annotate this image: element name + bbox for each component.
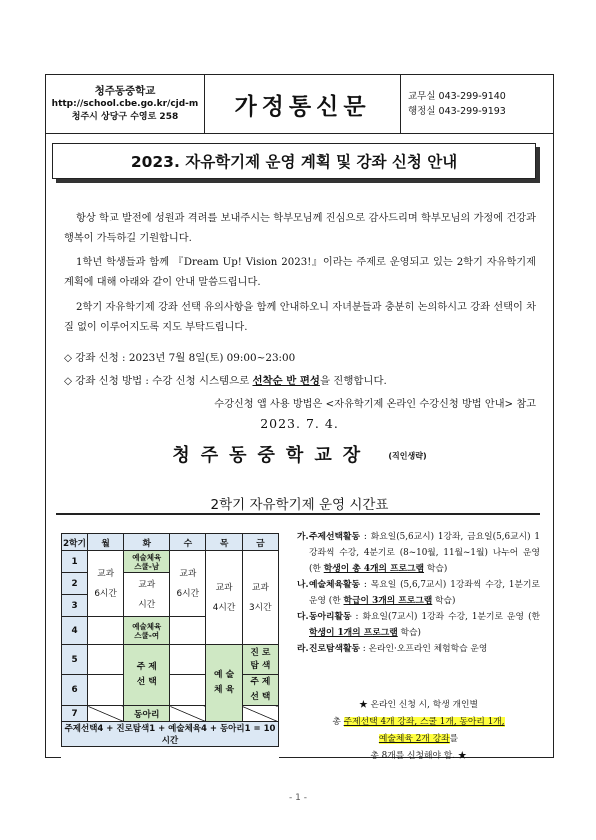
activity-theme-key: 주제선택활동 bbox=[309, 532, 360, 542]
paragraph-guidance-text: 2학기 자유학기제 강좌 선택 유의사항을 함께 안내하오니 자녀분들과 충분히 논의하시고 강좌 선택이 차질 없이 이루어지도록 지도 부탁드립니다. bbox=[64, 302, 536, 333]
summary-line-3 bbox=[297, 731, 540, 748]
summary-highlight-2: 예술체육 2개 강좌 bbox=[378, 734, 450, 744]
schedule-table bbox=[61, 533, 279, 747]
newsletter-title: 가정통신문 bbox=[205, 75, 401, 133]
school-name: 청주동중학교 bbox=[94, 84, 156, 97]
wed-period7-empty bbox=[170, 706, 206, 722]
info-item-method-prefix: ◇ 강좌 신청 방법 : 수강 신청 시스템으로 bbox=[64, 375, 253, 387]
summary-line-2 bbox=[297, 714, 540, 731]
summary-highlight-1: 주제선택 4개 강좌, 스쿨 1개, 동아리 1개, bbox=[343, 717, 505, 727]
application-summary bbox=[297, 697, 540, 765]
period-6: 6 bbox=[62, 675, 88, 706]
schedule-row bbox=[62, 645, 279, 675]
seal-omitted: (직인생략) bbox=[388, 451, 427, 461]
period-1: 1 bbox=[62, 551, 88, 573]
mon-period5-cell bbox=[88, 645, 124, 675]
activity-club-text-end: 학습) bbox=[397, 628, 421, 638]
mon-subject-cell: 교과 6시간 bbox=[88, 551, 124, 617]
header-semester: 2학기 bbox=[62, 534, 88, 551]
newsletter-header bbox=[45, 74, 554, 134]
wed-period4-cell bbox=[170, 617, 206, 645]
activity-theme bbox=[297, 529, 540, 577]
document-title: 2023. 자유학기제 운영 계획 및 강좌 신청 안내 bbox=[52, 143, 536, 179]
paragraph-intro bbox=[64, 253, 536, 293]
contact-academic: 교무실 043-299-9140 bbox=[408, 91, 506, 102]
fri-subject-cell: 교과 3시간 bbox=[242, 551, 278, 645]
period-4: 4 bbox=[62, 617, 88, 645]
tue-art-boys-cell: 예술체육 스쿨-남 bbox=[124, 551, 170, 573]
tue-club-cell: 동아리 bbox=[124, 706, 170, 722]
wed-subject-cell: 교과 6시간 bbox=[170, 551, 206, 617]
header-wed: 수 bbox=[170, 534, 206, 551]
info-item-schedule: ◇ 강좌 신청 : 2023년 7월 8일(토) 09:00~23:00 bbox=[64, 352, 296, 364]
period-3: 3 bbox=[62, 595, 88, 617]
activity-theme-emphasis: 학생이 총 4개의 프로그램 bbox=[323, 564, 425, 574]
header-thu: 목 bbox=[206, 534, 242, 551]
summary-line-2-prefix: 총 bbox=[332, 717, 344, 727]
activity-club bbox=[297, 609, 540, 641]
activity-theme-label: 가. bbox=[297, 532, 309, 542]
activity-arts-key: 예술체육활동 bbox=[309, 580, 360, 590]
period-2: 2 bbox=[62, 573, 88, 595]
page-number: - 1 - bbox=[289, 793, 307, 803]
tue-art-girls-cell: 예술체육 스쿨-여 bbox=[124, 617, 170, 645]
activity-club-emphasis: 학생이 1개의 프로그램 bbox=[309, 628, 398, 638]
section-title: 2학기 자유학기제 운영 시간표 bbox=[210, 497, 389, 513]
activity-career-text: : 온라인·오프라인 체험학습 운영 bbox=[360, 644, 488, 654]
summary-line-4: 총 8개를 신청해야 함. ★ bbox=[370, 751, 467, 761]
activity-club-label: 다. bbox=[297, 612, 309, 622]
mon-period6-cell bbox=[88, 675, 124, 706]
paragraph-greeting-text: 항상 학교 발전에 성원과 격려를 보내주시는 학부모님께 진심으로 감사드리며 학부모님의 가정에 건강과 행복이 가득하길 기원합니다. bbox=[64, 213, 536, 244]
period-7: 7 bbox=[62, 706, 88, 722]
mon-period4-cell bbox=[88, 617, 124, 645]
schedule-total-row bbox=[62, 722, 279, 747]
tue-theme-cell: 주 제 선 택 bbox=[124, 645, 170, 706]
activity-career-label: 라. bbox=[297, 644, 309, 654]
principal-signature bbox=[45, 441, 554, 467]
fri-career-cell: 진 로 탐 색 bbox=[242, 645, 278, 675]
activity-career-key: 진로탐색활동 bbox=[309, 644, 360, 654]
activity-theme-text-end: 학습) bbox=[424, 564, 448, 574]
wed-period5-cell bbox=[170, 645, 206, 675]
activity-club-key: 동아리활동 bbox=[309, 612, 352, 622]
school-info bbox=[46, 75, 205, 133]
contact-info bbox=[401, 75, 553, 133]
header-fri: 금 bbox=[242, 534, 278, 551]
period-5: 5 bbox=[62, 645, 88, 675]
activity-theme-text: : 화요일(5,6교시) 1강좌, 금요일(5,6교시) 1강좌씩 수강, 4분기로 (8~10월, 11월~1월) 나누어 운영 (한 bbox=[309, 532, 540, 574]
thu-art-cell: 예 술 체 육 bbox=[206, 645, 242, 722]
activity-arts bbox=[297, 577, 540, 609]
info-item-method-emphasis: 선착순 반 편성 bbox=[252, 375, 320, 387]
section-divider bbox=[56, 513, 540, 515]
thu-subject-cell: 교과 4시간 bbox=[206, 551, 242, 645]
activity-club-text: : 화요일(7교시) 1강좌 수강, 1분기로 운영 (한 bbox=[351, 612, 540, 622]
activity-arts-label: 나. bbox=[297, 580, 309, 590]
info-item-method bbox=[64, 372, 387, 390]
tue-subject-cell: 교과 시간 bbox=[124, 573, 170, 617]
paragraph-greeting bbox=[64, 209, 536, 249]
activity-arts-emphasis: 학급이 3개의 프로그램 bbox=[343, 596, 433, 606]
activity-arts-text-end: 학습) bbox=[432, 596, 456, 606]
paragraph-intro-text: 1학년 학생들과 함께 『Dream Up! Vision 2023!』이라는 주제로 운영되고 있는 2학기 자유학기제 계획에 대해 아래와 같이 안내 말씀드립니다. bbox=[64, 257, 536, 288]
activity-career bbox=[297, 641, 540, 657]
schedule-row bbox=[62, 675, 279, 706]
school-url: http://school.cbe.go.kr/cjd-m bbox=[51, 98, 199, 109]
fri-theme-cell: 주 제 선 택 bbox=[242, 675, 278, 706]
issue-date: 2023. 7. 4. bbox=[260, 416, 339, 431]
header-tue: 화 bbox=[124, 534, 170, 551]
principal-name: 청주동중학교장 bbox=[172, 445, 372, 466]
fri-period7-empty bbox=[242, 706, 278, 722]
contact-admin: 행정실 043-299-9193 bbox=[408, 106, 506, 117]
schedule-header-row bbox=[62, 534, 279, 551]
school-address: 청주시 상당구 수영로 258 bbox=[71, 111, 179, 122]
app-usage-note: 수강신청 앱 사용 방법은 <자유학기제 온라인 수강신청 방법 안내> 참고 bbox=[214, 399, 536, 410]
schedule-table-wrapper bbox=[61, 533, 279, 807]
summary-line-3-suffix: 를 bbox=[449, 734, 459, 744]
schedule-row bbox=[62, 706, 279, 722]
mon-period7-empty bbox=[88, 706, 124, 722]
schedule-row bbox=[62, 551, 279, 573]
header-mon: 월 bbox=[88, 534, 124, 551]
wed-period6-cell bbox=[170, 675, 206, 706]
schedule-total: 주제선택4 + 진로탐색1 + 예술체육4 + 동아리1 = 10시간 bbox=[62, 722, 279, 747]
summary-line-1: ★ 온라인 신청 시, 학생 개인별 bbox=[358, 700, 479, 710]
activity-descriptions bbox=[297, 529, 540, 657]
info-item-method-suffix: 을 진행합니다. bbox=[319, 375, 387, 387]
activity-arts-text: : 목요일 (5,6,7교시) 1강좌씩 수강, 1분기로 운영 (한 bbox=[309, 580, 540, 606]
paragraph-guidance bbox=[64, 298, 536, 338]
